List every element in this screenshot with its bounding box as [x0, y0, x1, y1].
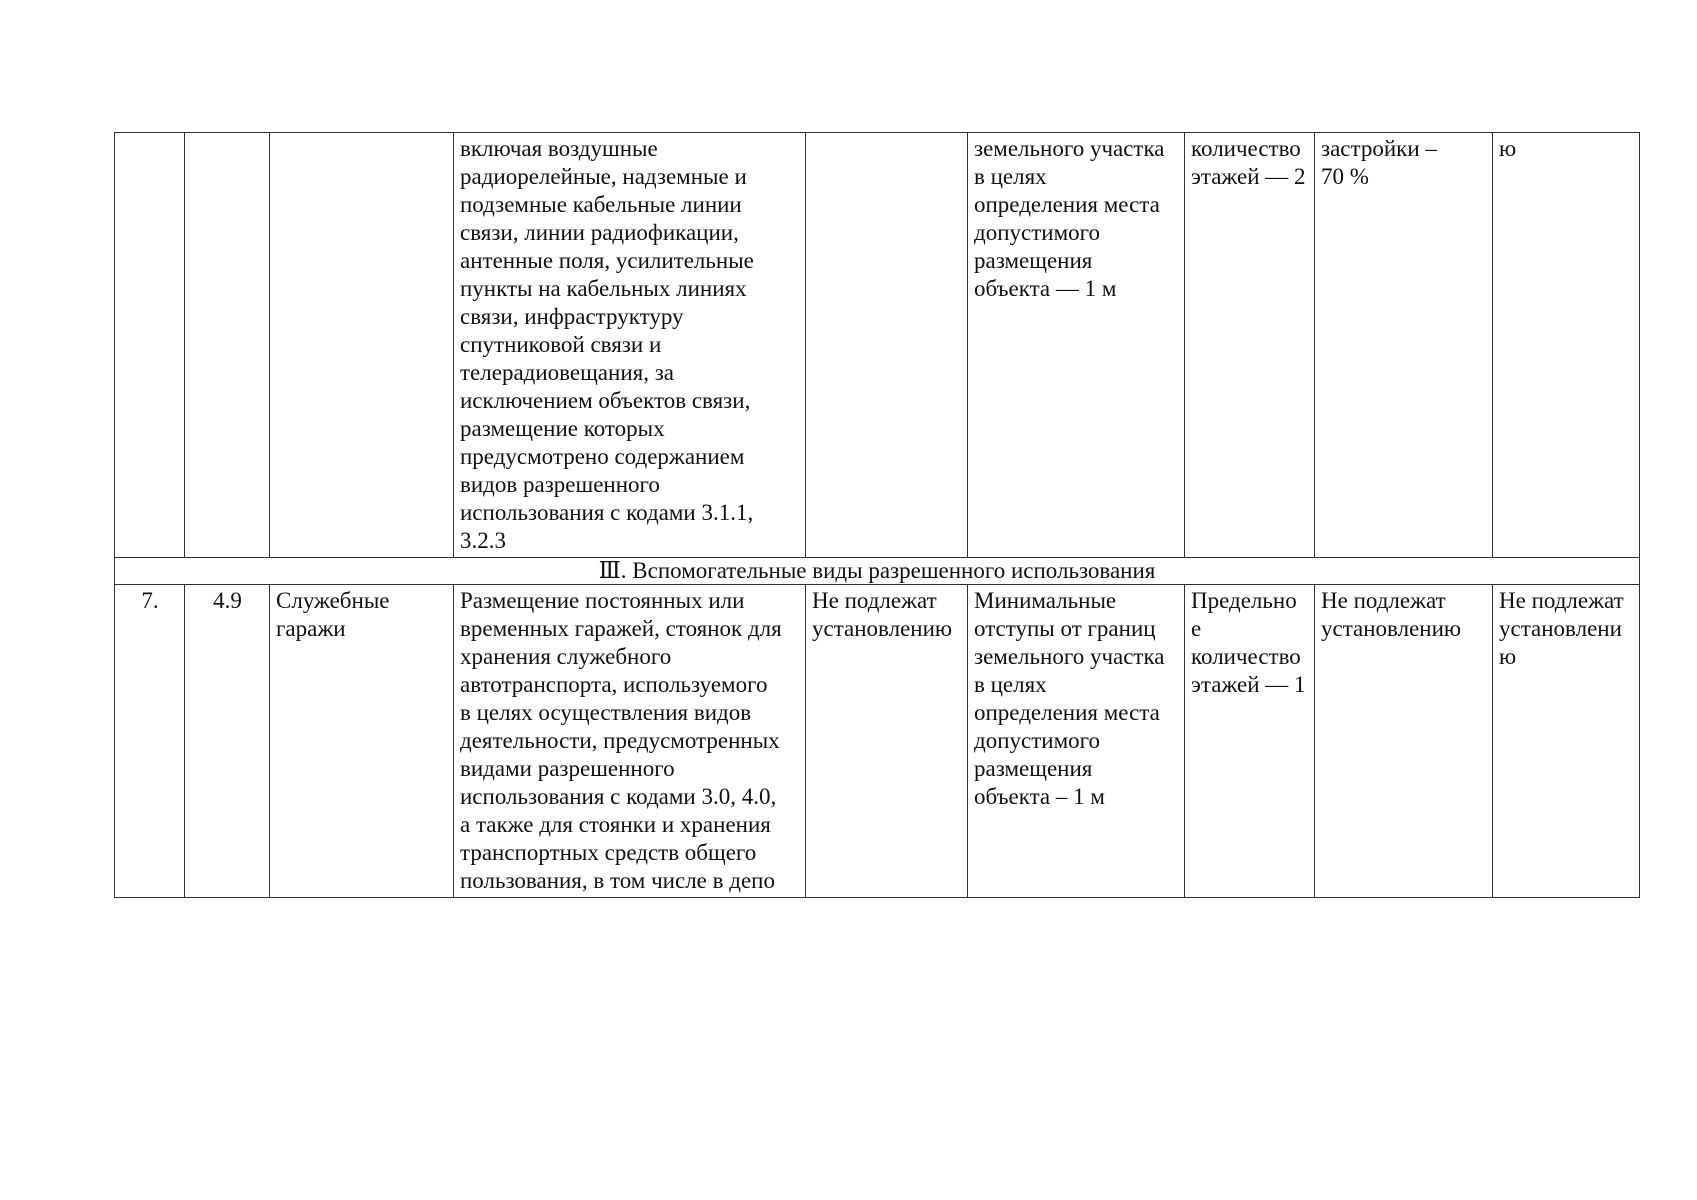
cell-use-name: Служебные гаражи	[270, 585, 454, 898]
cell-number	[115, 133, 185, 558]
cell-other: ю	[1493, 133, 1640, 558]
cell-coverage: застройки – 70 %	[1315, 133, 1493, 558]
cell-use-description: Размещение постоянных или временных гаражей, стоянок для хранения служебного автотранспорта, используемого в целях осуществления видов деятельности, предусмотренных видами разрешенного использования с кодами 3.0, 4.0, а также для стоянки и хранения транспортных средств общего пользования, в том числе в депо	[454, 585, 806, 898]
cell-code	[185, 133, 270, 558]
section-heading: Ⅲ. Вспомогательные виды разрешенного использования	[115, 558, 1640, 585]
cell-use-description: включая воздушные радиорелейные, надземные и подземные кабельные линии связи, линии радиофикации, антенные поля, усилительные пункты на кабельных линиях связи, инфраструктуру спутниковой связи и телерадиовещания, за исключением объектов связи, размещение которых предусмотрено содержанием видов разрешенного использования с кодами 3.1.1, 3.2.3	[454, 133, 806, 558]
cell-use-name	[270, 133, 454, 558]
cell-other: Не подлежат установлени ю	[1493, 585, 1640, 898]
cell-number: 7.	[115, 585, 185, 898]
cell-setbacks: земельного участка в целях определения места допустимого размещения объекта — 1 м	[968, 133, 1185, 558]
cell-floors: Предельно е количество этажей — 1	[1185, 585, 1315, 898]
cell-plot-area: Не подлежат установлению	[806, 585, 968, 898]
cell-floors: количество этажей — 2	[1185, 133, 1315, 558]
table-row-continued	[115, 133, 1640, 558]
cell-setbacks: Минимальные отступы от границ земельного участка в целях определения места допустимого размещения объекта – 1 м	[968, 585, 1185, 898]
land-use-table	[114, 132, 1640, 898]
section-heading-row	[115, 558, 1640, 585]
table-row	[115, 585, 1640, 898]
cell-code: 4.9	[185, 585, 270, 898]
cell-plot-area	[806, 133, 968, 558]
cell-coverage: Не подлежат установлению	[1315, 585, 1493, 898]
